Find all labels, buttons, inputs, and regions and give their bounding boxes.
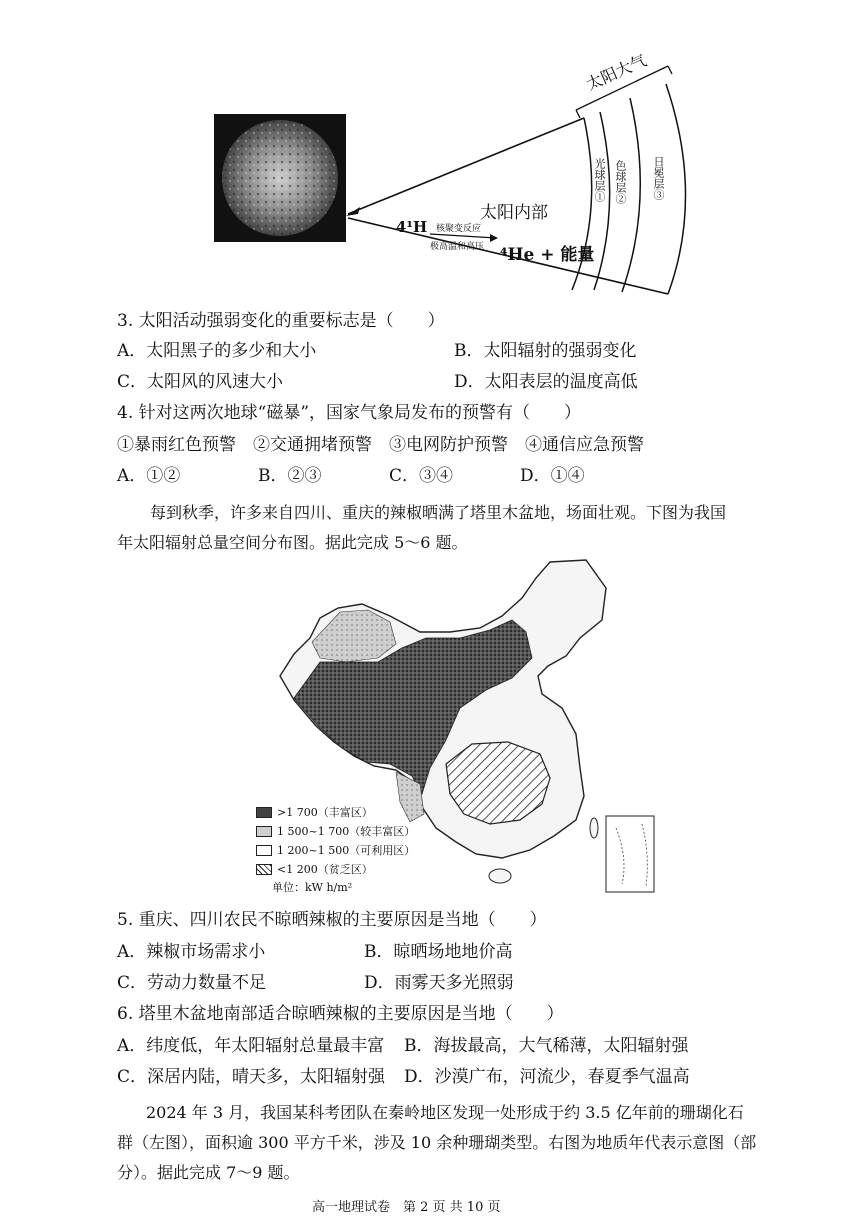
- reaction-condition-top: 核聚变反应: [436, 224, 482, 234]
- q4-option-b: B．②③: [258, 466, 322, 486]
- q5-option-b: B．晾晒场地地价高: [364, 942, 513, 962]
- q3-option-a: A．太阳黑子的多少和大小: [117, 341, 317, 361]
- q5-option-d: D．雨雾天多光照弱: [364, 973, 514, 993]
- q4-items: ①暴雨红色预警 ②交通拥堵预警 ③电网防护预警 ④通信应急预警: [117, 435, 644, 455]
- q4-option-d: D．①④: [520, 466, 585, 486]
- legend-item-fairly-rich: 1 500~1 700（较丰富区）: [256, 823, 415, 839]
- sun-structure-diagram: [0, 0, 868, 300]
- legend-item-usable: 1 200~1 500（可利用区）: [256, 842, 415, 858]
- sun-diagram-svg: [0, 0, 868, 300]
- q6-option-c: C．深居内陆，晴天多，太阳辐射强: [117, 1067, 386, 1087]
- reaction-right: ⁴He + 能量: [500, 245, 595, 265]
- q6-option-b: B．海拔最高，大气稀薄，太阳辐射强: [404, 1036, 689, 1056]
- q4-option-a: A．①②: [117, 466, 181, 486]
- q3-option-b: B．太阳辐射的强弱变化: [454, 341, 637, 361]
- layer-chromosphere-label: 色球层②: [614, 160, 627, 204]
- intro-7-9-line1: 2024 年 3 月，我国某科考团队在秦岭地区发现一处形成于约 3.5 亿年前的珊瑚化石: [146, 1103, 744, 1122]
- legend-item-poor: <1 200（贫乏区）: [256, 861, 373, 877]
- q3-option-c: C．太阳风的风速大小: [117, 372, 284, 392]
- q3-option-d: D．太阳表层的温度高低: [454, 372, 638, 392]
- q6-option-d: D．沙漠广布，河流少，春夏季气温高: [404, 1067, 690, 1087]
- atmosphere-label: 太阳大气: [583, 50, 650, 95]
- legend-unit: 单位：kW h/m²: [272, 881, 353, 894]
- q5-stem: 5. 重庆、四川农民不晾晒辣椒的主要原因是当地（ ）: [117, 910, 547, 930]
- q3-stem: 3. 太阳活动强弱变化的重要标志是（ ）: [117, 311, 445, 331]
- intro-7-9-line2: 群（左图），面积逾 300 平方千米，涉及 10 余种珊瑚类型。右图为地质年代表示意图（部: [117, 1133, 757, 1152]
- intro-5-6-line2: 年太阳辐射总量空间分布图。据此完成 5～6 题。: [117, 533, 468, 552]
- reaction-left: 4¹H: [396, 218, 428, 236]
- q5-option-c: C．劳动力数量不足: [117, 973, 267, 993]
- q6-option-a: A．纬度低，年太阳辐射总量最丰富: [117, 1036, 385, 1056]
- q4-stem: 4. 针对这两次地球“磁暴”，国家气象局发布的预警有（ ）: [117, 403, 582, 423]
- reaction-condition-bottom: 极高温和高压: [430, 242, 485, 252]
- intro-7-9-line3: 分）。据此完成 7～9 题。: [117, 1163, 300, 1182]
- page-footer: 高一地理试卷 第 2 页 共 10 页: [312, 1200, 501, 1215]
- q5-option-a: A．辣椒市场需求小: [117, 942, 266, 962]
- q4-option-c: C．③④: [389, 466, 454, 486]
- layer-photosphere-label: 光球层①: [593, 158, 606, 202]
- q6-stem: 6. 塔里木盆地南部适合晾晒辣椒的主要原因是当地（ ）: [117, 1004, 564, 1024]
- layer-corona-label: 日冕层③: [652, 156, 665, 200]
- interior-label: 太阳内部: [480, 203, 548, 223]
- legend-item-rich: >1 700（丰富区）: [256, 804, 373, 820]
- intro-5-6-line1: 每到秋季，许多来自四川、重庆的辣椒晒满了塔里木盆地，场面壮观。下图为我国: [150, 503, 727, 522]
